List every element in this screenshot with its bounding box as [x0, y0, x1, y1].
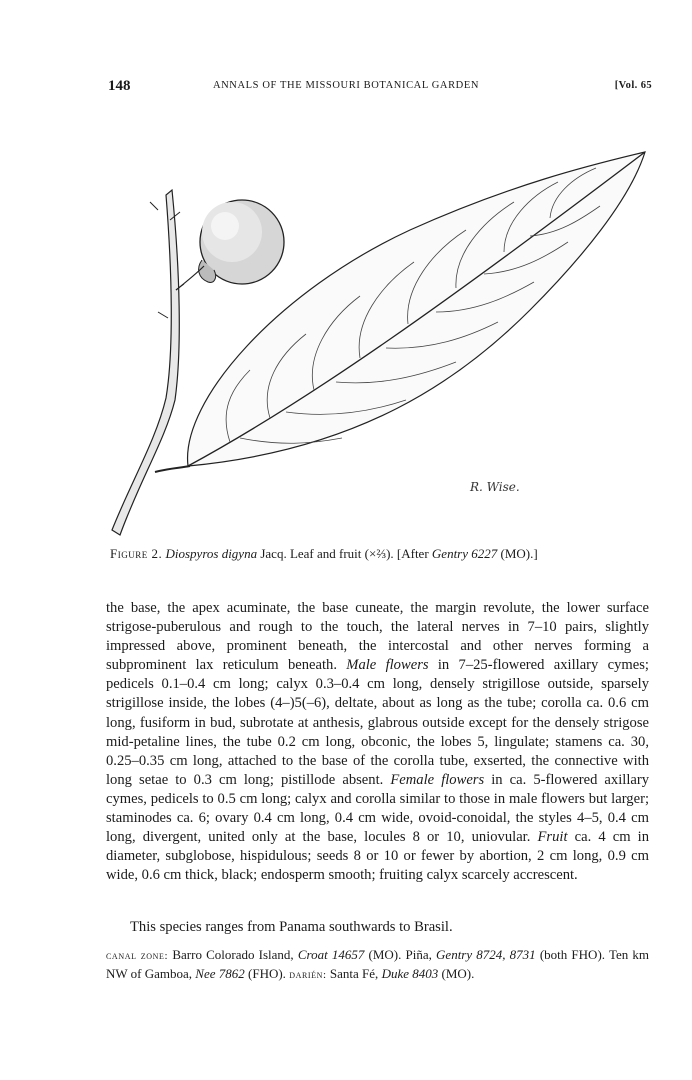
description-text: the base, the apex acuminate, the base cuneate, the margin revolute, the lower surface strigose-puberulous and rough to the touch, the lateral nerves in 7–10 pairs, slightly impressed above, prominent beneath, the intercostal and other nerves forming a subprominent lax reticulum beneath.	[106, 600, 649, 674]
region-label: canal zone:	[106, 950, 169, 962]
caption-herbarium: (MO).]	[500, 546, 538, 561]
branch-stem	[112, 190, 179, 535]
specimen-text: (MO). Piña,	[368, 947, 432, 962]
specimen-text: Barro Colorado Island,	[172, 947, 294, 962]
figure-caption	[110, 546, 655, 562]
volume-label: [Vol. 65	[614, 80, 652, 91]
specimen-text: Santa Fé,	[329, 966, 379, 981]
region-label: darién:	[289, 969, 327, 981]
illustrator-signature: R. Wise.	[470, 480, 520, 494]
caption-collector: Gentry 6227	[431, 546, 498, 561]
fruit-heading: Fruit	[537, 829, 568, 846]
description-paragraph	[106, 599, 649, 885]
specimen-list	[106, 946, 649, 984]
page-number: 148	[108, 78, 131, 94]
male-flowers-heading: Male flowers	[346, 657, 429, 674]
description-text: in ca. 5-flowered axillary cymes, pedicels to 0.5 cm long; calyx and corolla similar to those in male flowers but larger; staminodes ca. 6; ovary 0.4 cm long, 0.4 cm wide, ovoid-conoidal, the styles 4–5, 0.4 cm long, divergent, united only at the base, locules 8 or 10, uniovular.	[106, 771, 650, 846]
running-header	[0, 78, 692, 98]
collector-number: Nee 7862	[195, 966, 245, 981]
specimen-text: (FHO).	[248, 966, 286, 981]
female-flowers-heading: Female flowers	[390, 771, 485, 788]
description-text: ca. 4 cm in diameter, subglobose, hispidulous; seeds 8 or 10 or fewer by abortion, 2 cm long, 0.9 cm wide, 0.6 cm thick, black; endosperm smooth; fruiting calyx scarcely accrescent.	[106, 829, 649, 884]
collector-number: Gentry 8724, 8731	[436, 947, 536, 962]
caption-authority: Jacq. Leaf and fruit (×⅔). [After	[260, 546, 429, 561]
collector-number: Croat 14657	[297, 947, 365, 962]
leaf-and-fruit-illustration	[110, 150, 650, 540]
leaf-blade	[188, 152, 645, 466]
distribution-statement: This species ranges from Panama southwards to Brasil.	[130, 919, 453, 935]
caption-species: Diospyros digyna	[165, 546, 258, 561]
running-title: ANNALS OF THE MISSOURI BOTANICAL GARDEN	[212, 80, 480, 91]
specimen-text: (MO).	[441, 966, 475, 981]
collector-number: Duke 8403	[381, 966, 439, 981]
species-description	[106, 599, 649, 885]
specimen-text: (both FHO). Ten km NW of Gamboa,	[106, 947, 650, 981]
figure-label: Figure 2.	[110, 546, 163, 561]
description-text: in 7–25-flowered axillary cymes; pedicels 0.1–0.4 cm long; calyx 0.3–0.4 cm long, densely strigillose outside, sparsely strigillose inside, the lobes (4–)5(–6), deltate, about as long as the tube; corolla ca. 0.6 cm long, fusiform in bud, subrotate at anthesis, glabrous outside except for the densely strigose mid-petaline lines, the tube 0.2 cm long, obconic, the lobes 5, lingulate; stamens ca. 30, 0.25–0.35 cm long, attached to the base of the corolla tube, exserted, the connective with long setae to 0.3 cm long; pistillode absent.	[106, 657, 649, 788]
